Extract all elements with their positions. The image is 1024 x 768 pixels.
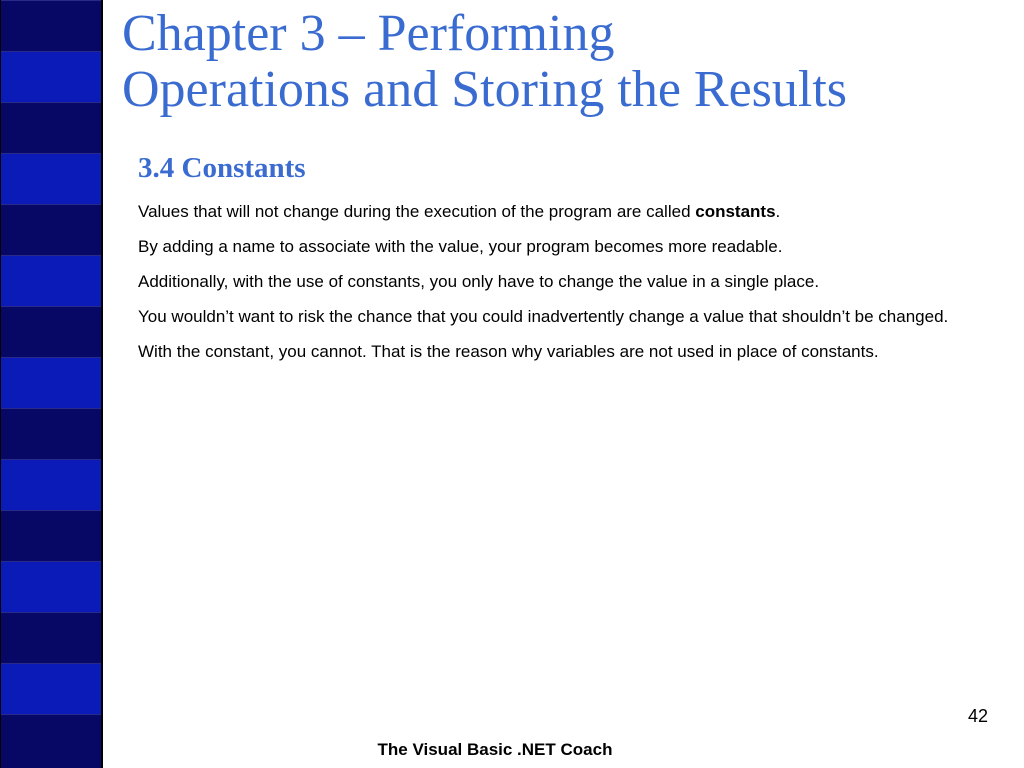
sidebar-block (1, 153, 101, 204)
slide-title-line2: Operations and Storing the Results (122, 61, 848, 118)
paragraph-text: Values that will not change during the execution of the program are called (138, 202, 696, 221)
paragraph-constants-definition (138, 200, 998, 223)
bold-term: constants (695, 202, 776, 221)
sidebar-block (1, 663, 101, 714)
slide-title-line1: Chapter 3 – Performing (122, 5, 615, 62)
sidebar-block (1, 255, 101, 306)
page-number: 42 (967, 706, 988, 726)
sidebar-block (1, 204, 101, 255)
sidebar-block (1, 306, 101, 357)
paragraph-single-place: Additionally, with the use of constants, you only have to change the value in a single place. (138, 272, 820, 291)
slide-content (138, 200, 998, 375)
sidebar-block (1, 51, 101, 102)
sidebar-block (1, 102, 101, 153)
paragraph-readability: By adding a name to associate with the value, your program becomes more readable. (138, 237, 783, 256)
paragraph-text: . (775, 202, 781, 221)
decorative-sidebar (0, 0, 103, 768)
sidebar-block (1, 459, 101, 510)
sidebar-block (1, 612, 101, 663)
footer-title: The Visual Basic .NET Coach (377, 740, 613, 759)
section-heading: 3.4 Constants (138, 152, 306, 184)
sidebar-block (1, 561, 101, 612)
sidebar-block (1, 408, 101, 459)
sidebar-block (1, 0, 101, 51)
slide-title (122, 6, 1012, 118)
paragraph-risk: You wouldn’t want to risk the chance that you could inadvertently change a value that shouldn’t be changed. (138, 307, 949, 326)
sidebar-block (1, 510, 101, 561)
sidebar-block (1, 357, 101, 408)
sidebar-block (1, 714, 101, 768)
paragraph-reason: With the constant, you cannot. That is the reason why variables are not used in place of constants. (138, 342, 879, 361)
